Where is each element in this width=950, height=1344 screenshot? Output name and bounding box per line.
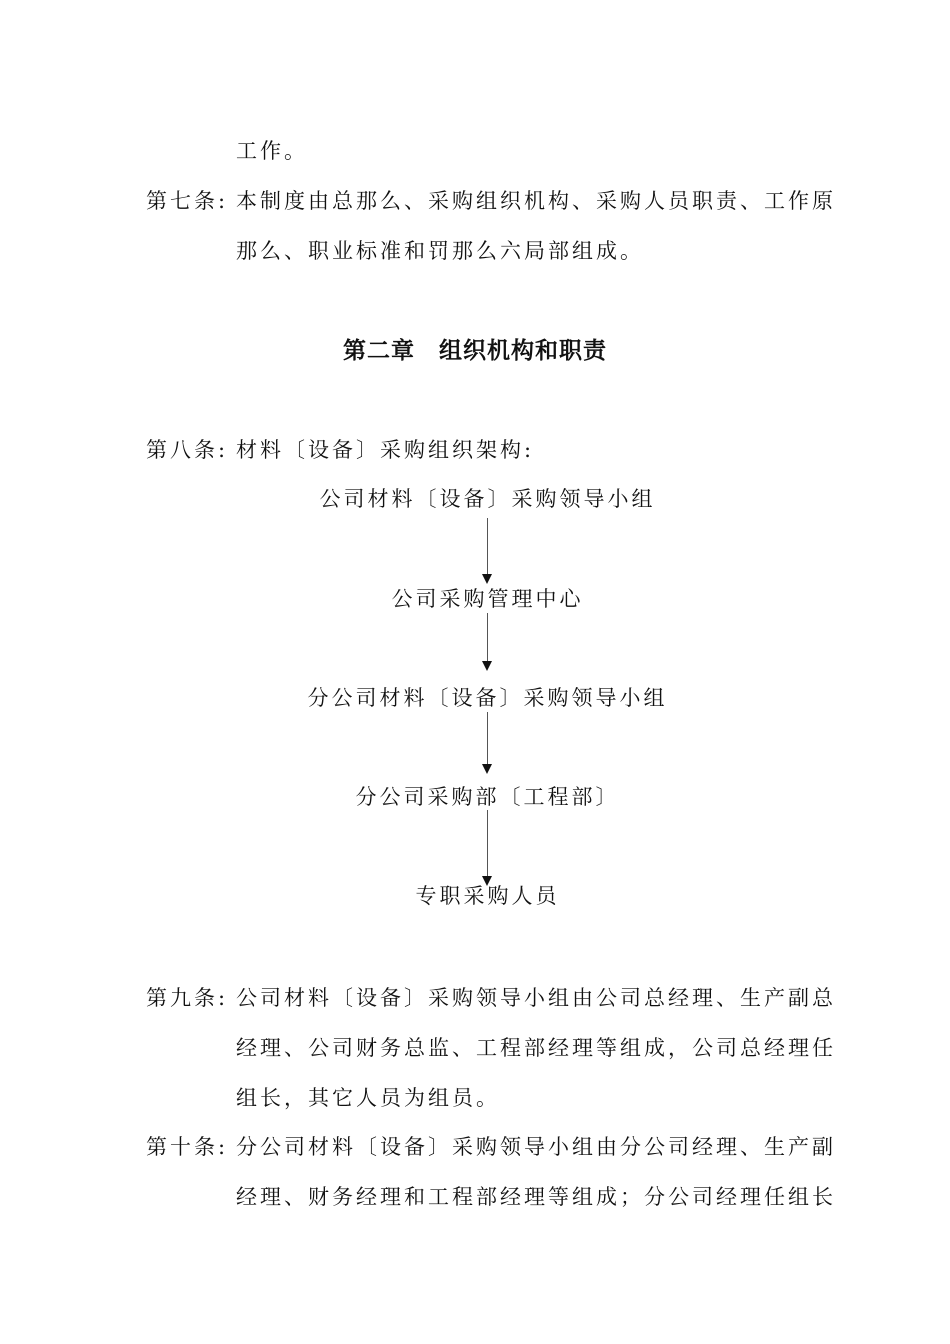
org-node-2: 公司采购管理中心 (391, 587, 584, 611)
article-7-line-1: 本制度由总那么、采购组织机构、采购人员职责、工作原 (236, 189, 836, 213)
article-7-label: 第七条: (146, 189, 229, 213)
article-9-line-1: 公司材料〔设备〕采购领导小组由公司总经理、生产副总 (236, 986, 836, 1010)
article-10-line-2: 经理、财务经理和工程部经理等组成；分公司经理任组长 (236, 1185, 836, 1209)
article-8-label: 第八条: (146, 438, 229, 462)
chapter-title: 第二章 组织机构和职责 (343, 338, 607, 364)
org-node-4: 分公司采购部〔工程部〕 (355, 785, 620, 809)
arrow-down-icon (482, 661, 492, 671)
org-node-5: 专职采购人员 (415, 884, 560, 908)
article-9-line-3: 组长，其它人员为组员。 (236, 1086, 500, 1110)
article-8-line-1: 材料〔设备〕采购组织架构: (236, 438, 535, 462)
arrow-down-icon (482, 764, 492, 774)
arrow-down-icon (482, 574, 492, 584)
article-9-label: 第九条: (146, 986, 229, 1010)
org-node-1: 公司材料〔设备〕采购领导小组 (319, 487, 656, 511)
continuation-text: 工作。 (236, 139, 308, 163)
article-7-line-2: 那么、职业标准和罚那么六局部组成。 (236, 239, 644, 263)
article-9-line-2: 经理、公司财务总监、工程部经理等组成，公司总经理任 (236, 1036, 836, 1060)
article-10-line-1: 分公司材料〔设备〕采购领导小组由分公司经理、生产副 (236, 1135, 836, 1159)
article-10-label: 第十条: (146, 1135, 229, 1159)
org-node-3: 分公司材料〔设备〕采购领导小组 (307, 686, 668, 710)
